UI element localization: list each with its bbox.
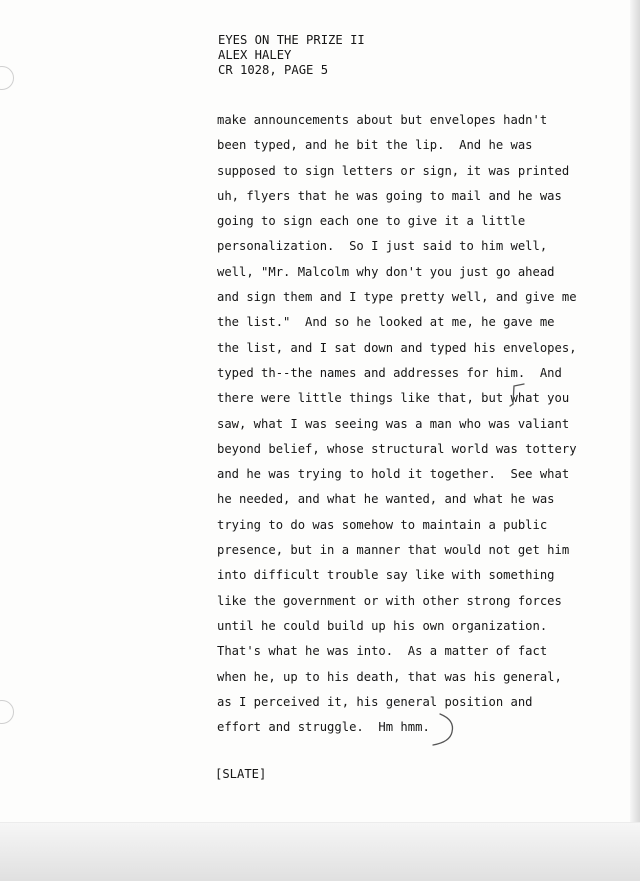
transcript-line: supposed to sign letters or sign, it was printed <box>217 163 570 178</box>
punch-hole-mark <box>0 66 14 90</box>
transcript-line: as I perceived it, his general position and <box>217 694 533 709</box>
slate-marker: [SLATE] <box>215 767 267 781</box>
transcript-line: personalization. So I just said to him well, <box>217 239 548 254</box>
transcript-line: until he could build up his own organization. <box>217 618 548 633</box>
page-edge-shadow <box>630 0 640 881</box>
punch-hole-mark <box>0 700 14 724</box>
transcript-line: beyond belief, whose structural world was tottery <box>217 441 577 456</box>
transcript-header <box>218 33 365 78</box>
transcript-line: That's what he was into. As a matter of fact <box>217 644 548 659</box>
header-roll-page: CR 1028, PAGE 5 <box>218 63 329 77</box>
transcript-line: the list, and I sat down and typed his envelopes, <box>217 340 577 355</box>
transcript-line: when he, up to his death, that was his general, <box>217 669 562 684</box>
transcript-line: saw, what I was seeing was a man who was valiant <box>217 416 570 431</box>
transcript-line: the list." And so he looked at me, he gave me <box>217 315 555 330</box>
transcript-line: uh, flyers that he was going to mail and he was <box>217 188 562 203</box>
transcript-line: like the government or with other strong forces <box>217 593 562 608</box>
transcript-line: presence, but in a manner that would not get him <box>217 543 570 558</box>
page-bottom-margin <box>0 822 640 881</box>
transcript-line: effort and struggle. Hm hmm. <box>217 720 430 735</box>
transcript-line: typed th--the names and addresses for him. And <box>217 365 562 380</box>
transcript-line: he needed, and what he wanted, and what he was <box>217 492 555 507</box>
transcript-line: there were little things like that, but what you <box>217 391 570 406</box>
transcript-line: going to sign each one to give it a little <box>217 214 526 229</box>
transcript-body <box>217 108 602 740</box>
transcript-line: make announcements about but envelopes hadn't <box>217 113 548 127</box>
transcript-line: into difficult trouble say like with something <box>217 568 555 583</box>
transcript-line: trying to do was somehow to maintain a public <box>217 517 548 532</box>
transcript-line: been typed, and he bit the lip. And he was <box>217 138 533 153</box>
header-program-title: EYES ON THE PRIZE II <box>218 33 365 47</box>
header-interviewee: ALEX HALEY <box>218 48 292 62</box>
transcript-line: and sign them and I type pretty well, and give me <box>217 290 577 305</box>
transcript-line: and he was trying to hold it together. See what <box>217 467 570 482</box>
transcript-line: well, "Mr. Malcolm why don't you just go ahead <box>217 264 555 279</box>
